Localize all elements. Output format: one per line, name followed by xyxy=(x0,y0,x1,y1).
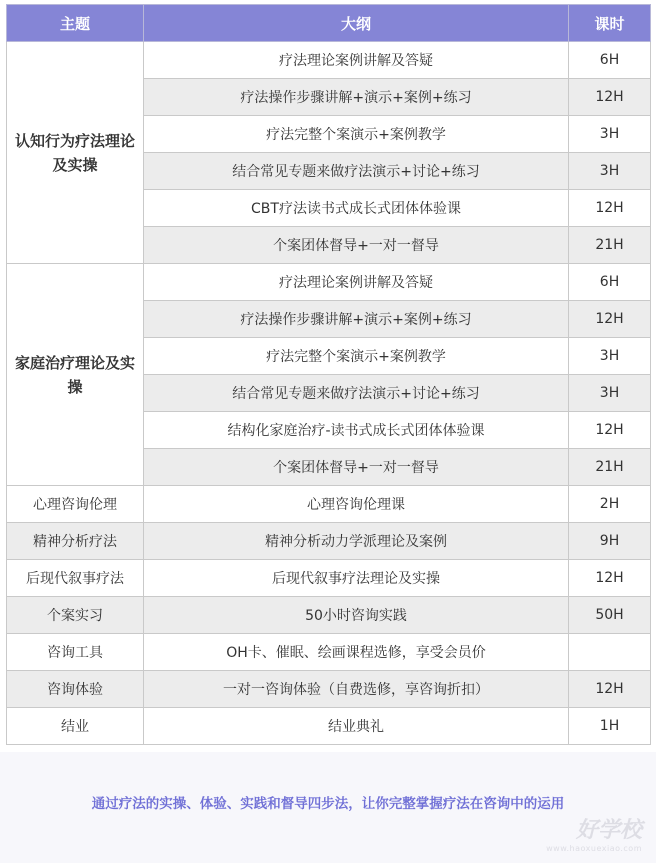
topic-cell: 后现代叙事疗法 xyxy=(7,560,144,597)
hours-cell xyxy=(569,634,651,671)
outline-cell: CBT疗法读书式成长式团体体验课 xyxy=(144,190,569,227)
outline-cell: 疗法理论案例讲解及答疑 xyxy=(144,264,569,301)
header-outline: 大纲 xyxy=(144,5,569,42)
table-row xyxy=(7,708,651,745)
hours-cell: 3H xyxy=(569,375,651,412)
outline-cell: 后现代叙事疗法理论及实操 xyxy=(144,560,569,597)
hours-cell: 50H xyxy=(569,597,651,634)
outline-cell: 疗法完整个案演示+案例教学 xyxy=(144,338,569,375)
topic-cell: 精神分析疗法 xyxy=(7,523,144,560)
hours-cell: 9H xyxy=(569,523,651,560)
outline-cell: 疗法操作步骤讲解+演示+案例+练习 xyxy=(144,79,569,116)
outline-cell: 疗法操作步骤讲解+演示+案例+练习 xyxy=(144,301,569,338)
table-header-row xyxy=(7,5,651,42)
hours-cell: 12H xyxy=(569,79,651,116)
group-topic-cbt: 认知行为疗法理论及实操 xyxy=(7,42,144,264)
course-table xyxy=(6,4,651,745)
outline-cell: 个案团体督导+一对一督导 xyxy=(144,449,569,486)
hours-cell: 12H xyxy=(569,412,651,449)
table-row xyxy=(7,486,651,523)
outline-cell: 结合常见专题来做疗法演示+讨论+练习 xyxy=(144,375,569,412)
watermark-main: 好学校 xyxy=(575,818,642,843)
group-topic-family: 家庭治疗理论及实操 xyxy=(7,264,144,486)
table-row xyxy=(7,560,651,597)
topic-cell: 结业 xyxy=(7,708,144,745)
topic-cell: 咨询体验 xyxy=(7,671,144,708)
header-hours: 课时 xyxy=(569,5,651,42)
table-row xyxy=(7,634,651,671)
topic-cell: 心理咨询伦理 xyxy=(7,486,144,523)
outline-cell: 精神分析动力学派理论及案例 xyxy=(144,523,569,560)
outline-cell: 疗法完整个案演示+案例教学 xyxy=(144,116,569,153)
table-row xyxy=(7,671,651,708)
hours-cell: 21H xyxy=(569,449,651,486)
outline-cell: 个案团体督导+一对一督导 xyxy=(144,227,569,264)
hours-cell: 2H xyxy=(569,486,651,523)
hours-cell: 12H xyxy=(569,671,651,708)
outline-cell: 疗法理论案例讲解及答疑 xyxy=(144,42,569,79)
table-row xyxy=(7,523,651,560)
hours-cell: 3H xyxy=(569,116,651,153)
hours-cell: 1H xyxy=(569,708,651,745)
table-row xyxy=(7,597,651,634)
topic-cell: 咨询工具 xyxy=(7,634,144,671)
outline-cell: 结构化家庭治疗-读书式成长式团体体验课 xyxy=(144,412,569,449)
hours-cell: 12H xyxy=(569,190,651,227)
hours-cell: 3H xyxy=(569,153,651,190)
topic-cell: 个案实习 xyxy=(7,597,144,634)
watermark-logo xyxy=(532,813,642,853)
hours-cell: 6H xyxy=(569,264,651,301)
outline-cell: OH卡、催眠、绘画课程选修，享受会员价 xyxy=(144,634,569,671)
table-row xyxy=(7,42,651,79)
header-topic: 主题 xyxy=(7,5,144,42)
hours-cell: 3H xyxy=(569,338,651,375)
watermark-sub: www.haoxuexiao.com xyxy=(546,844,642,853)
hours-cell: 21H xyxy=(569,227,651,264)
slogan-text: 通过疗法的实操、体验、实践和督导四步法，让你完整掌握疗法在咨询中的运用 xyxy=(91,796,565,812)
hours-cell: 6H xyxy=(569,42,651,79)
hours-cell: 12H xyxy=(569,560,651,597)
outline-cell: 结合常见专题来做疗法演示+讨论+练习 xyxy=(144,153,569,190)
outline-cell: 心理咨询伦理课 xyxy=(144,486,569,523)
outline-cell: 结业典礼 xyxy=(144,708,569,745)
outline-cell: 50小时咨询实践 xyxy=(144,597,569,634)
table-row xyxy=(7,264,651,301)
outline-cell: 一对一咨询体验（自费选修，享咨询折扣） xyxy=(144,671,569,708)
hours-cell: 12H xyxy=(569,301,651,338)
